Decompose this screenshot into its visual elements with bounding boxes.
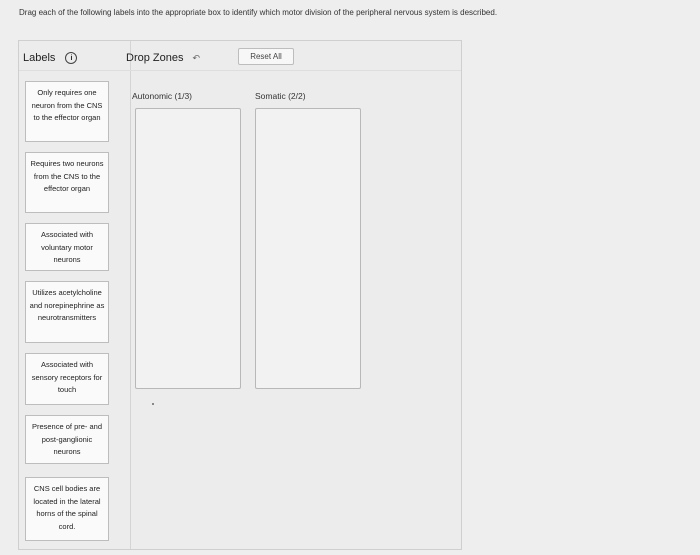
label-card[interactable]: Utilizes acetylcholine and norepinephrine as neurotransmitters	[25, 281, 109, 343]
info-icon[interactable]: i	[65, 52, 77, 64]
label-card[interactable]: Presence of pre- and post-ganglionic neurons	[25, 415, 109, 464]
labels-title: Labels	[23, 52, 56, 64]
autonomic-drop-zone[interactable]	[135, 108, 241, 389]
somatic-drop-zone[interactable]	[255, 108, 361, 389]
activity-panel	[18, 40, 462, 550]
instructions-text: Drag each of the following labels into the appropriate box to identify which motor division of the peripheral nervous system is described.	[19, 8, 498, 17]
header-rule	[19, 70, 461, 71]
drop-zones-title: Drop Zones	[126, 52, 184, 64]
label-card[interactable]: Associated with voluntary motor neurons	[25, 223, 109, 271]
label-card[interactable]: CNS cell bodies are located in the lateral horns of the spinal cord.	[25, 477, 109, 541]
somatic-zone-title: Somatic (2/2)	[255, 91, 306, 101]
reset-all-button[interactable]: Reset All	[238, 48, 294, 65]
drop-zones-header	[126, 52, 200, 64]
label-card[interactable]: Associated with sensory receptors for touch	[25, 353, 109, 405]
label-card[interactable]: Only requires one neuron from the CNS to the effector organ	[25, 81, 109, 142]
label-card[interactable]: Requires two neurons from the CNS to the effector organ	[25, 152, 109, 213]
autonomic-zone-title: Autonomic (1/3)	[132, 91, 192, 101]
labels-header	[23, 52, 77, 64]
panel-divider	[130, 41, 131, 549]
cursor-dot	[152, 403, 154, 405]
reset-arrow-icon: ↶	[192, 52, 201, 63]
